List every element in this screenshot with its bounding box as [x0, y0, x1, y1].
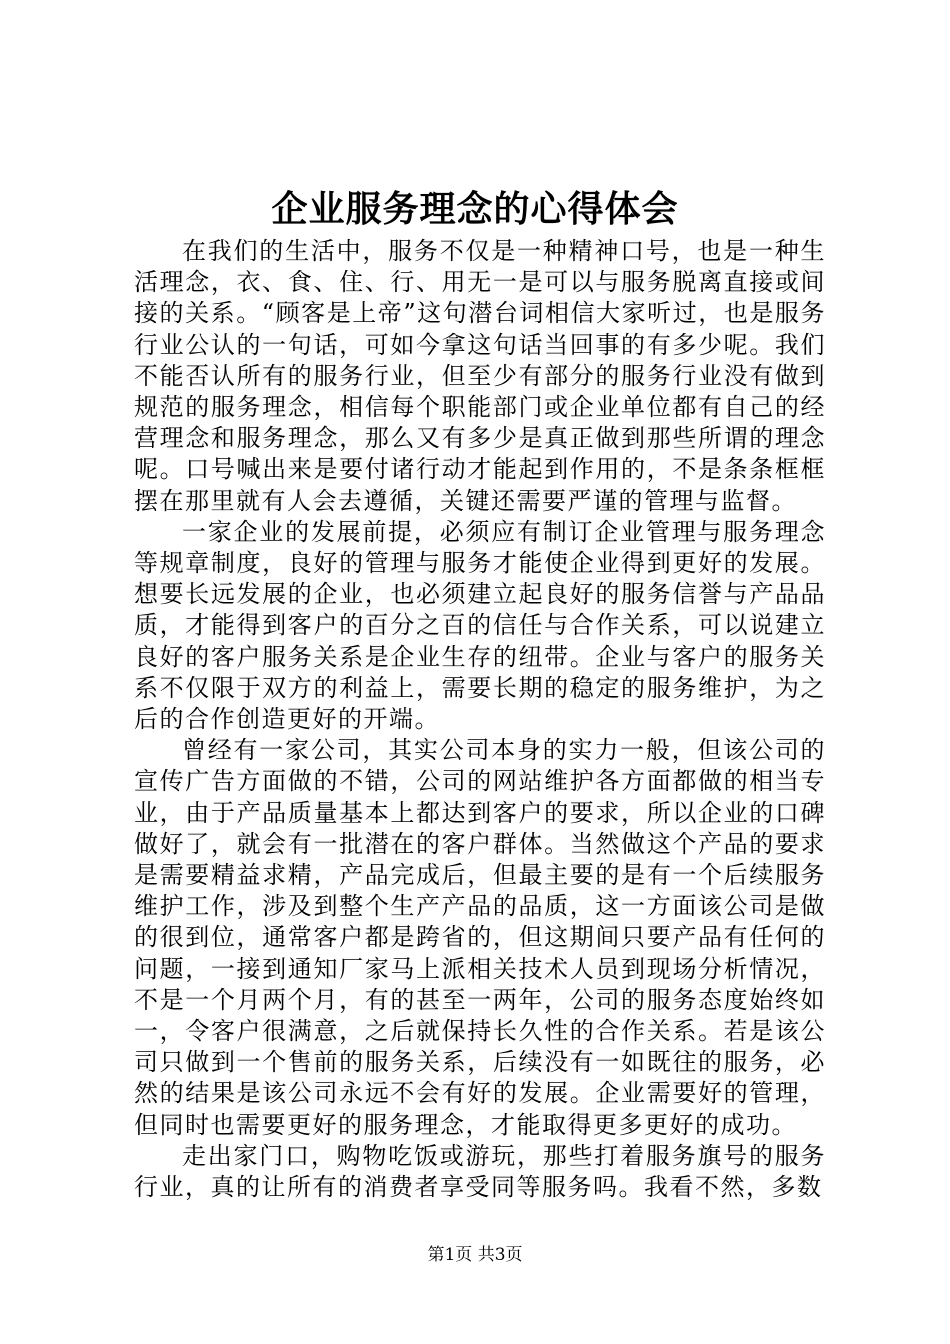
document-body [134, 236, 826, 1203]
paragraph-4: 走出家门口，购物吃饭或游玩，那些打着服务旗号的服务行业，真的让所有的消费者享受同等服务吗。我看不然，多数 [134, 1141, 826, 1202]
paragraph-3: 曾经有一家公司，其实公司本身的实力一般，但该公司的宣传广告方面做的不错，公司的网站维护各方面都做的相当专业，由于产品质量基本上都达到客户的要求，所以企业的口碑做好了，就会有一批潜在的客户群体。当然做这个产品的要求是需要精益求精，产品完成后，但最主要的是有一个后续服务维护工作，涉及到整个生产产品的品质，这一方面该公司是做的很到位，通常客户都是跨省的，但这期间只要产品有任何的问题，一接到通知厂家马上派相关技术人员到现场分析情况，不是一个月两个月，有的甚至一两年，公司的服务态度始终如一，令客户很满意，之后就保持长久性的合作关系。若是该公司只做到一个售前的服务关系，后续没有一如既往的服务，必然的结果是该公司永远不会有好的发展。企业需要好的管理，但同时也需要更好的服务理念，才能取得更多更好的成功。 [134, 736, 826, 1139]
paragraph-2: 一家企业的发展前提，必须应有制订企业管理与服务理念等规章制度，良好的管理与服务才能使企业得到更好的发展。想要长远发展的企业，也必须建立起良好的服务信誉与产品品质，才能得到客户的百分之百的信任与合作关系，可以说建立良好的客户服务关系是企业生存的纽带。企业与客户的服务关系不仅限于双方的利益上，需要长期的稳定的服务维护，为之后的合作创造更好的开端。 [134, 517, 826, 734]
page-number-footer: 第1页 共3页 [427, 1245, 523, 1265]
paragraph-1: 在我们的生活中，服务不仅是一种精神口号，也是一种生活理念，衣、食、住、行、用无一是可以与服务脱离直接或间接的关系。“顾客是上帝”这句潜台词相信大家听过，也是服务行业公认的一句话，可如今拿这句话当回事的有多少呢。我们不能否认所有的服务行业，但至少有部分的服务行业没有做到规范的服务理念，相信每个职能部门或企业单位都有自己的经营理念和服务理念，那么又有多少是真正做到那些所谓的理念呢。口号喊出来是要付诸行动才能起到作用的，不是条条框框摆在那里就有人会去遵循，关键还需要严谨的管理与监督。 [134, 237, 826, 515]
document-title: 企业服务理念的心得体会 [271, 188, 679, 230]
